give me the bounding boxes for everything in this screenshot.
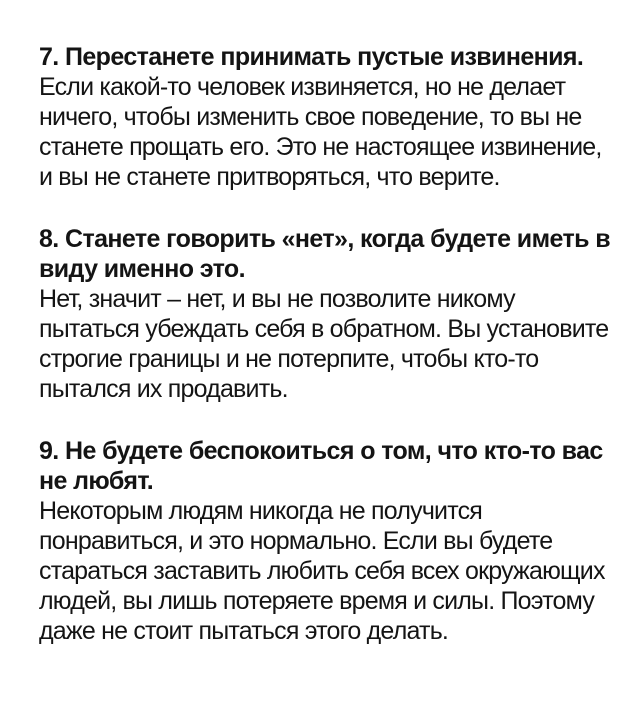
item-heading: 8. Станете говорить «нет», когда будете иметь в виду именно это. — [39, 225, 610, 283]
article-list — [39, 42, 619, 646]
item-paragraph: Если какой-то человек извиняется, но не делает ничего, чтобы изменить свое поведение, то вы не станете прощать его. Это не настоящее извинение, и вы не станете притворяться, что верите. — [39, 73, 602, 191]
item-heading: 9. Не будете беспокоиться о том, что кто-то вас не любят. — [39, 437, 603, 495]
item-paragraph: Нет, значит – нет, и вы не позволите никому пытаться убеждать себя в обратном. Вы установите строгие границы и не потерпите, чтобы кто-то пытался их продавить. — [39, 285, 609, 403]
list-item-9 — [39, 436, 619, 646]
list-item-7 — [39, 42, 619, 192]
item-heading: 7. Перестанете принимать пустые извинения. — [39, 43, 584, 71]
list-item-8 — [39, 224, 619, 404]
item-paragraph: Некоторым людям никогда не получится понравиться, и это нормально. Если вы будете стараться заставить любить себя всех окружающих людей, вы лишь потеряете время и силы. Поэтому даже не стоит пытаться этого делать. — [39, 497, 605, 645]
